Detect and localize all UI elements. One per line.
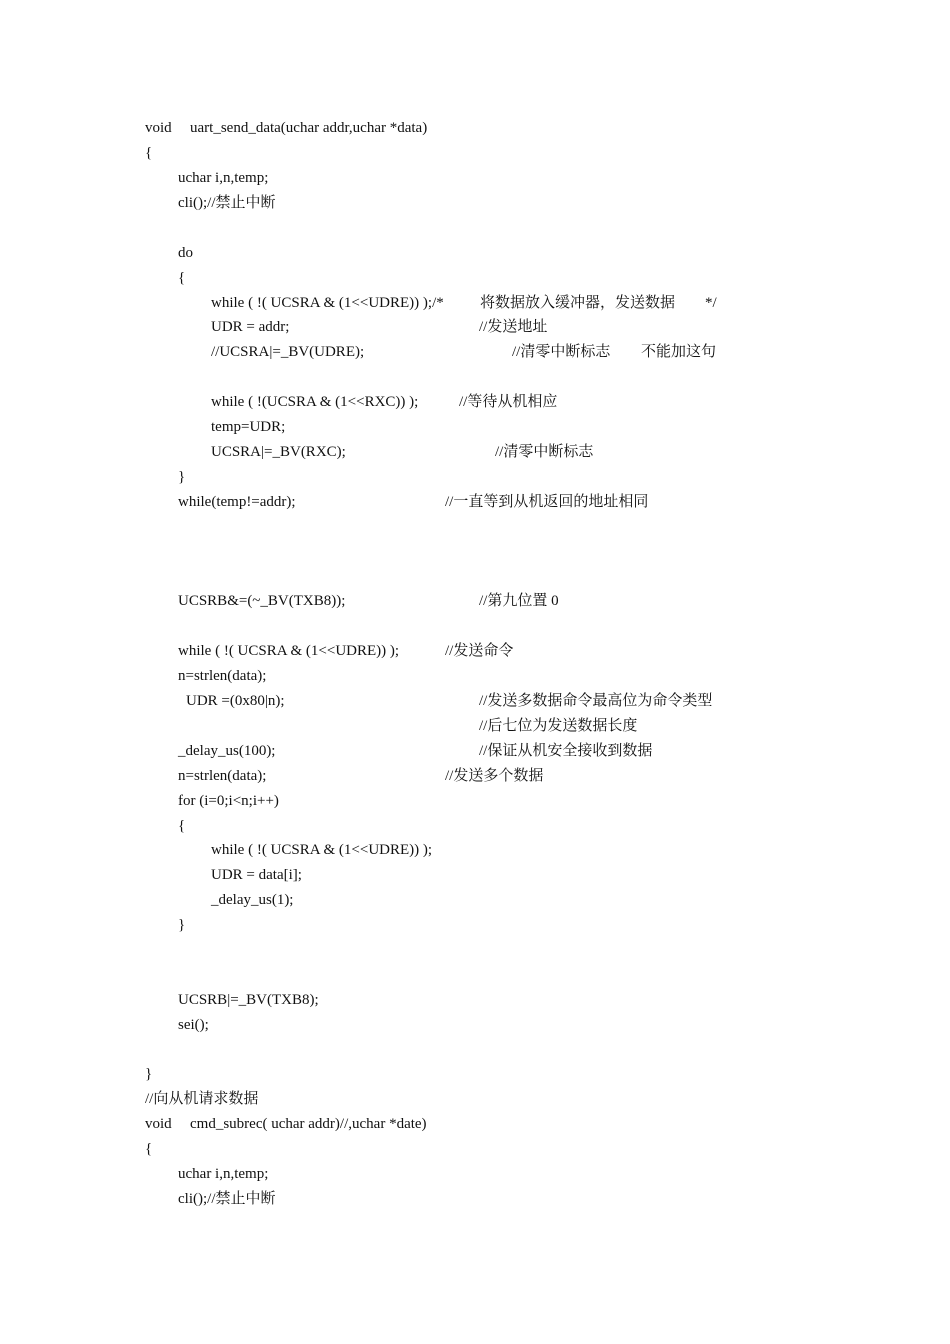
code-comment: //清零中断标志 — [495, 444, 594, 460]
code-comment: //发送地址 — [479, 319, 548, 335]
code-comment: */ — [705, 295, 717, 311]
code-comment: //保证从机安全接收到数据 — [479, 743, 653, 759]
code-line — [0, 341, 717, 363]
code-text: uart_send_data(uchar addr,uchar *data) — [190, 120, 428, 136]
code-line — [0, 192, 276, 214]
code-line — [0, 267, 186, 289]
code-comment: //第九位置 0 — [479, 593, 559, 609]
code-text: { — [145, 145, 153, 161]
code-comment: //发送命令 — [445, 643, 514, 659]
code-text: { — [178, 270, 186, 286]
code-line — [0, 790, 279, 812]
code-line — [0, 765, 544, 787]
code-line — [0, 441, 594, 463]
code-line — [0, 142, 153, 164]
code-text: cmd_subrec( uchar addr)//,uchar *date) — [190, 1116, 427, 1132]
code-line — [0, 292, 717, 314]
code-line — [0, 1113, 427, 1135]
code-text: UCSRB|=_BV(TXB8); — [178, 992, 319, 1008]
code-comment: //发送多个数据 — [445, 768, 544, 784]
code-text: //UCSRA|=_BV(UDRE); — [211, 344, 365, 360]
code-text: UDR =(0x80|n); — [186, 693, 285, 709]
code-line — [0, 715, 638, 737]
code-line — [0, 242, 193, 264]
code-text: n=strlen(data); — [178, 668, 267, 684]
code-comment: //后七位为发送数据长度 — [479, 718, 638, 734]
code-line — [0, 416, 286, 438]
code-line — [0, 839, 433, 861]
code-line — [0, 815, 186, 837]
code-text: { — [145, 1141, 153, 1157]
code-text: cli();//禁止中断 — [178, 1191, 276, 1207]
code-line — [0, 466, 186, 488]
code-text: void — [145, 1116, 172, 1132]
code-text: uchar i,n,temp; — [178, 170, 269, 186]
code-line — [0, 1014, 209, 1036]
code-line — [0, 1163, 269, 1185]
code-line — [0, 740, 653, 762]
code-line — [0, 491, 649, 513]
code-text: UCSRB&=(~_BV(TXB8)); — [178, 593, 346, 609]
code-text: while ( !( UCSRA & (1<<UDRE)) ); — [211, 842, 433, 858]
code-line — [0, 167, 269, 189]
code-line — [0, 391, 558, 413]
code-comment: 将数据放入缓冲器，发送数据 — [480, 295, 676, 311]
code-comment: //一直等到从机返回的地址相同 — [445, 494, 649, 510]
code-line — [0, 665, 267, 687]
code-text: void — [145, 120, 172, 136]
code-line — [0, 1063, 153, 1085]
code-line — [0, 117, 428, 139]
code-text: while ( !( UCSRA & (1<<UDRE)) );/* — [211, 295, 444, 311]
code-line — [0, 1088, 259, 1110]
code-line — [0, 590, 559, 612]
code-text: { — [178, 818, 186, 834]
code-text: UDR = addr; — [211, 319, 290, 335]
code-text: n=strlen(data); — [178, 768, 267, 784]
code-line — [0, 316, 548, 338]
code-text: uchar i,n,temp; — [178, 1166, 269, 1182]
code-comment: //清零中断标志 — [512, 344, 611, 360]
code-line — [0, 640, 514, 662]
code-text: while(temp!=addr); — [178, 494, 296, 510]
code-line — [0, 1188, 276, 1210]
code-line — [0, 989, 319, 1011]
code-line — [0, 690, 713, 712]
code-comment: 不能加这句 — [641, 344, 717, 360]
code-text: cli();//禁止中断 — [178, 195, 276, 211]
code-text: UCSRA|=_BV(RXC); — [211, 444, 346, 460]
code-text: UDR = data[i]; — [211, 867, 302, 883]
code-comment: //发送多数据命令最高位为命令类型 — [479, 693, 713, 709]
code-text: while ( !(UCSRA & (1<<RXC)) ); — [211, 394, 419, 410]
code-line — [0, 864, 302, 886]
code-line — [0, 914, 186, 936]
code-comment: //向从机请求数据 — [145, 1091, 259, 1107]
code-line — [0, 1138, 153, 1160]
code-text: do — [178, 245, 193, 261]
code-text: temp=UDR; — [211, 419, 286, 435]
code-text: _delay_us(1); — [211, 892, 294, 908]
code-line — [0, 889, 294, 911]
code-text: } — [178, 469, 186, 485]
code-text: for (i=0;i<n;i++) — [178, 793, 279, 809]
code-text: while ( !( UCSRA & (1<<UDRE)) ); — [178, 643, 400, 659]
code-comment: //等待从机相应 — [459, 394, 558, 410]
code-text: } — [145, 1066, 153, 1082]
code-text: } — [178, 917, 186, 933]
code-text: sei(); — [178, 1017, 209, 1033]
code-text: _delay_us(100); — [178, 743, 276, 759]
